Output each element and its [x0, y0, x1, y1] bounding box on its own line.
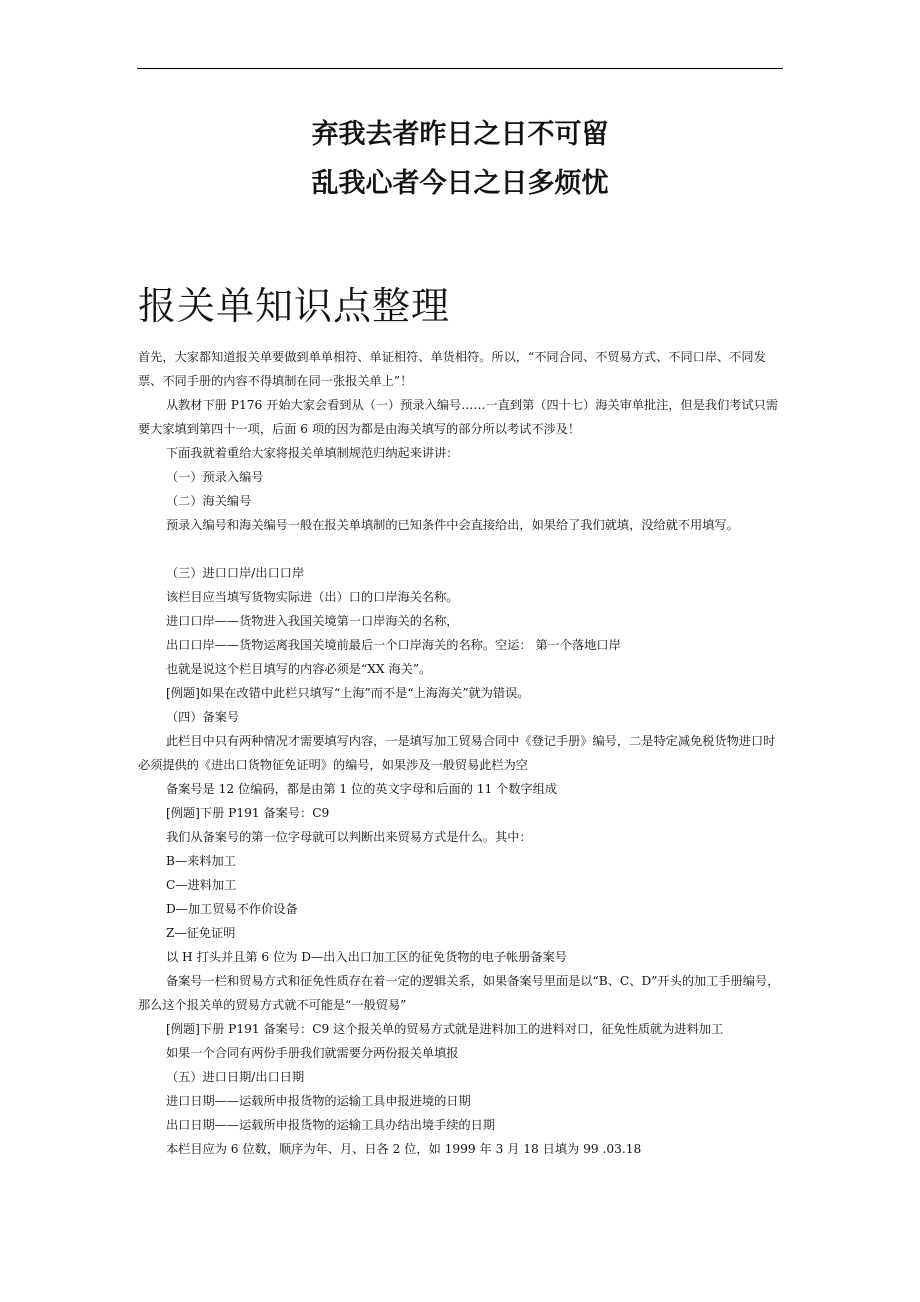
paragraph: 本栏目应为 6 位数，顺序为年、月、日各 2 位，如 1999 年 3 月 18 日填为 99 .03.18 — [166, 1142, 642, 1156]
paragraph: 如果一个合同有两份手册我们就需要分两份报关单填报 — [166, 1046, 459, 1060]
paragraph: Z—征免证明 — [166, 926, 236, 940]
paragraph: [例题]下册 P191 备案号：C9 这个报关单的贸易方式就是进料加工的进料对口，征免性质就为进料加工 — [166, 1022, 724, 1036]
paragraph: 进口口岸——货物进入我国关境第一口岸海关的名称， — [166, 614, 459, 628]
paragraph: 出口日期——运载所申报货物的运输工具办结出境手续的日期 — [166, 1118, 496, 1132]
paragraph: 从教材下册 P176 开始大家会看到从（一）预录入编号……一直到第（四十七）海关审单批注，但是我们考试只需要大家填到第四十一项，后面 6 项的因为都是由海关填写的部分所以考试不涉及！ — [138, 398, 779, 436]
paragraph: [例题]如果在改错中此栏只填写“上海”而不是“上海海关”就为错误。 — [166, 686, 530, 700]
paragraph: （五）进口日期/出口日期 — [166, 1070, 305, 1084]
paragraph: 该栏目应当填写货物实际进（出）口的口岸海关名称。 — [166, 590, 459, 604]
paragraph: 也就是说这个栏目填写的内容必须是“XX 海关”。 — [166, 662, 432, 676]
paragraph: 首先，大家都知道报关单要做到单单相符、单证相符、单货相符。所以，“不同合同、不贸易方式、不同口岸、不同发票、不同手册的内容不得填制在同一张报关单上”！ — [138, 350, 766, 388]
paragraph: 我们从备案号的第一位字母就可以判断出来贸易方式是什么。其中： — [166, 830, 532, 844]
paragraph: B—来料加工 — [166, 854, 236, 868]
motto-line-2: 乱我心者今日之日多烦忧 — [311, 168, 609, 199]
paragraph: 下面我就着重给大家将报关单填制规范归纳起来讲讲： — [166, 446, 459, 460]
blank-line — [138, 537, 784, 561]
paragraph: 出口口岸——货物运离我国关境前最后一个口岸海关的名称。空运： 第一个落地口岸 — [166, 638, 621, 652]
document-body — [138, 345, 784, 1161]
paragraph: D—加工贸易不作价设备 — [166, 902, 298, 916]
paragraph: （二）海关编号 — [166, 494, 252, 508]
motto-line-1: 弃我去者昨日之日不可留 — [311, 119, 609, 150]
paragraph: （三）进口口岸/出口口岸 — [166, 566, 305, 580]
document-title: 报关单知识点整理 — [138, 284, 451, 328]
paragraph: 预录入编号和海关编号一般在报关单填制的已知条件中会直接给出，如果给了我们就填，没给就不用填写。 — [166, 518, 739, 532]
paragraph: [例题]下册 P191 备案号：C9 — [166, 806, 330, 820]
paragraph: 备案号是 12 位编码，都是由第 1 位的英文字母和后面的 11 个数字组成 — [166, 782, 558, 796]
paragraph: 以 H 打头并且第 6 位为 D—出入出口加工区的征免货物的电子帐册备案号 — [166, 950, 567, 964]
paragraph: C—进料加工 — [166, 878, 237, 892]
paragraph: 备案号一栏和贸易方式和征免性质存在着一定的逻辑关系，如果备案号里面是以“B、C、D”开头的加工手册编号，那么这个报关单的贸易方式就不可能是“一般贸易” — [138, 974, 780, 1012]
paragraph: 此栏目中只有两种情况才需要填写内容，一是填写加工贸易合同中《登记手册》编号，二是特定减免税货物进口时必须提供的《进出口货物征免证明》的编号，如果涉及一般贸易此栏为空 — [138, 734, 776, 772]
paragraph: （四）备案号 — [166, 710, 240, 724]
header-rule — [137, 68, 783, 69]
paragraph: 进口日期——运载所申报货物的运输工具申报进境的日期 — [166, 1094, 471, 1108]
paragraph: （一）预录入编号 — [166, 470, 264, 484]
